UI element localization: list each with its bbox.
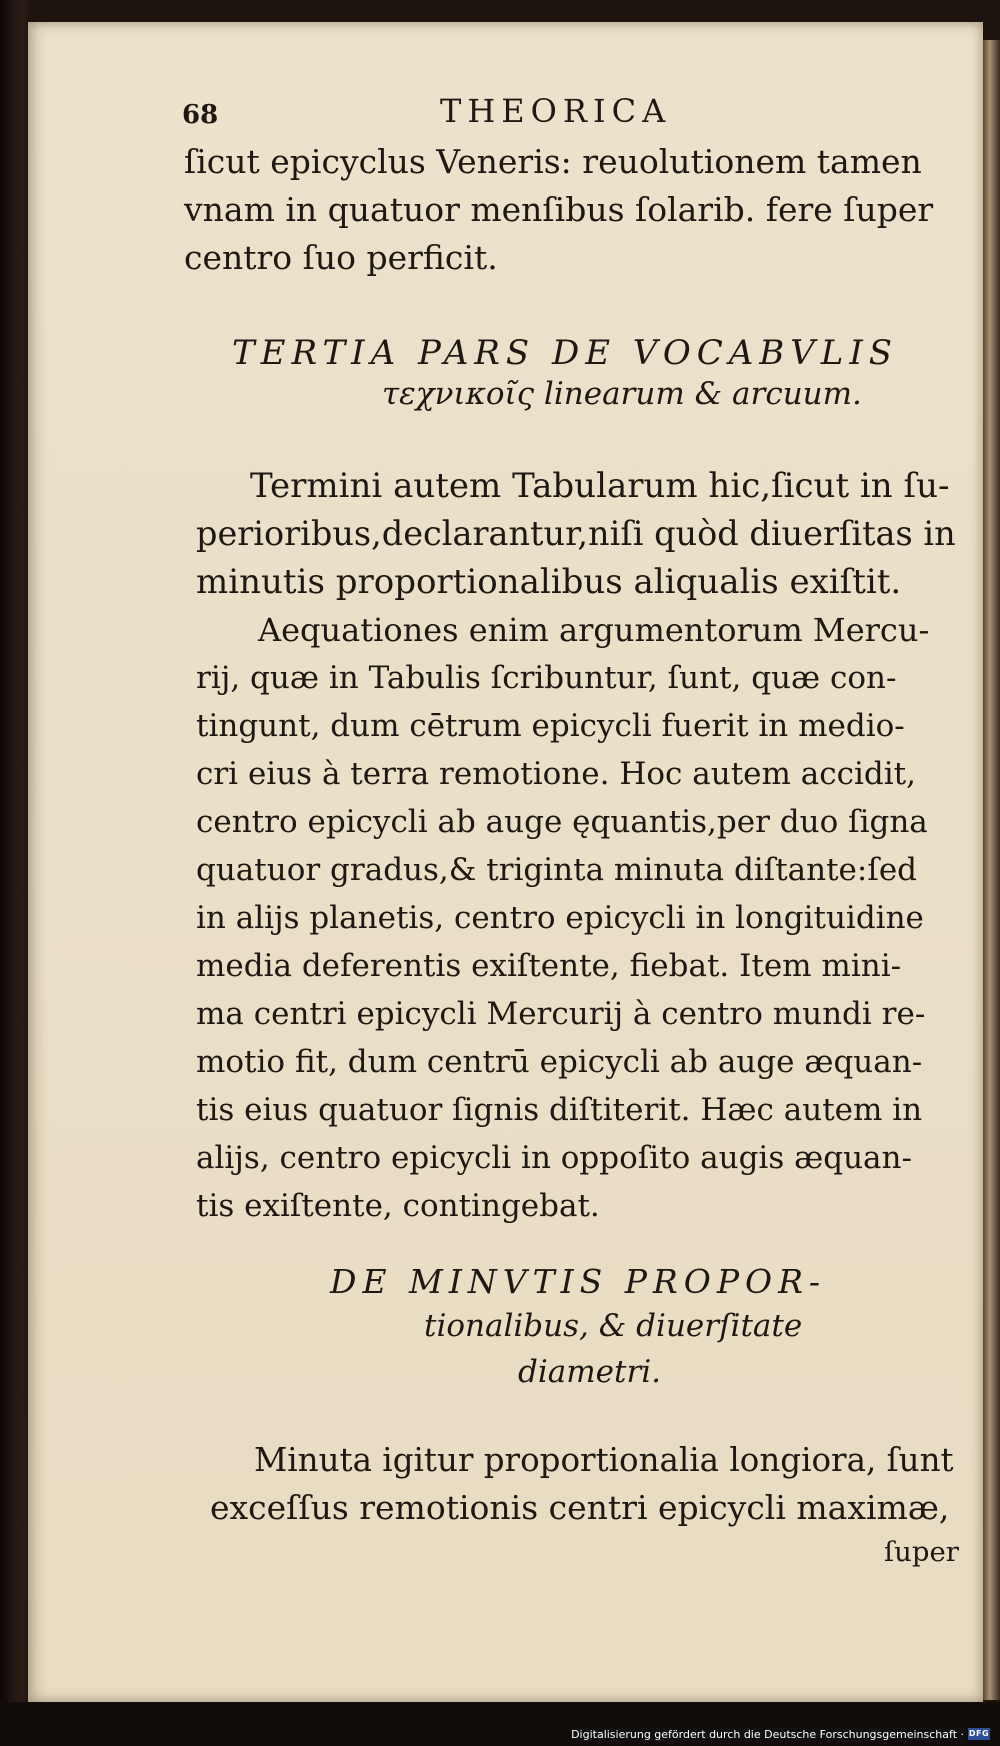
paragraph-line: in alijs planetis, centro epicycli in longituidine <box>196 900 924 936</box>
intro-line: centro ſuo perficit. <box>184 238 498 277</box>
section-heading: DE MINVTIS PROPOR- <box>330 1262 827 1301</box>
paragraph-line: Aequationes enim argumentorum Mercu- <box>258 611 930 649</box>
paragraph-line: exceſſus remotionis centri epicycli maximæ, <box>210 1488 950 1527</box>
dfg-logo-icon: DFG <box>968 1729 990 1738</box>
section-subheading: τεχνικοῖς linearum & arcuum. <box>382 376 862 412</box>
section-heading: TERTIA PARS DE VOCABVLIS <box>232 333 899 373</box>
paragraph-line: Minuta igitur proportionalia longiora, ſunt <box>254 1441 954 1479</box>
credit-text: Digitalisierung gefördert durch die Deutsche Forschungsgemeinschaft · <box>571 1727 964 1741</box>
paragraph-line: tis exiſtente, contingebat. <box>196 1188 600 1224</box>
paragraph-line: perioribus,declarantur,niſi quòd diuerſitas in <box>196 514 956 553</box>
catchword: ſuper <box>884 1536 959 1568</box>
paragraph-line: tingunt, dum cētrum epicycli fuerit in medio- <box>196 708 905 744</box>
page-number: 68 <box>182 100 219 130</box>
running-head: THEORICA <box>440 92 672 130</box>
intro-line: ſicut epicyclus Veneris: reuolutionem tamen <box>184 142 922 181</box>
paragraph-line: media deferentis exiſtente, fiebat. Item mini- <box>196 948 902 984</box>
paragraph-line: tis eius quatuor ſignis diſtiterit. Hæc autem in <box>196 1092 923 1128</box>
paragraph-line: rij, quæ in Tabulis ſcribuntur, ſunt, quæ con- <box>196 660 897 696</box>
paragraph-line: minutis proportionalibus aliqualis exiſtit. <box>196 562 902 602</box>
paragraph-line: cri eius à terra remotione. Hoc autem accidit, <box>196 756 916 792</box>
paragraph-line: ma centri epicycli Mercurij à centro mundi re- <box>196 996 926 1032</box>
paragraph-line: alijs, centro epicycli in oppoſito augis æquan- <box>196 1140 912 1176</box>
paragraph-line: centro epicycli ab auge ęquantis,per duo ſigna <box>196 804 928 840</box>
digitization-credit <box>571 1726 990 1742</box>
paragraph-line: quatuor gradus,& triginta minuta diſtante:ſed <box>196 852 918 888</box>
page-edge <box>983 40 1000 1700</box>
intro-line: vnam in quatuor menſibus ſolarib. fere ſuper <box>184 190 934 229</box>
paragraph-line: Termini autem Tabularum hic,ſicut in ſu- <box>250 466 950 506</box>
section-subheading: tionalibus, & diuerſitate <box>424 1308 803 1344</box>
section-subheading: diametri. <box>518 1354 662 1390</box>
paragraph-line: motio fit, dum centrū epicycli ab auge æquan- <box>196 1044 923 1080</box>
